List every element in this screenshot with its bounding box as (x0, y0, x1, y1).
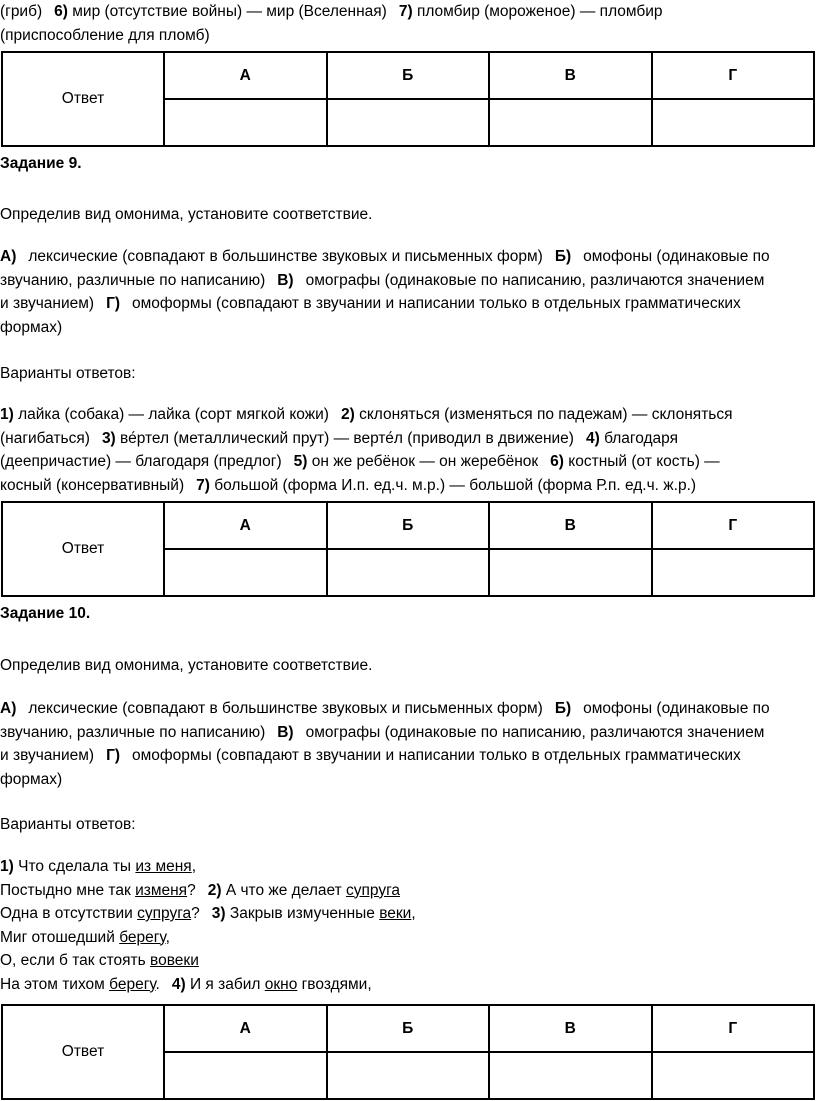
category-key: А) (0, 700, 17, 717)
category-key: В) (277, 271, 294, 289)
task-9-options (0, 403, 812, 497)
poem-text: Закрыв измученные (229, 905, 375, 922)
answer-cell-v[interactable] (489, 99, 652, 146)
poem-text: О, если б так стоять (0, 952, 146, 969)
answer-label: Ответ (2, 502, 164, 596)
option-text: костный (от кость) — (568, 453, 720, 470)
category-key: А) (0, 248, 17, 265)
column-header-g: Г (652, 52, 815, 99)
task-10-title: Задание 10. (0, 605, 91, 622)
column-header-v: В (489, 52, 652, 99)
answer-cell-v[interactable] (489, 1052, 652, 1099)
answer-table-2 (1, 501, 815, 597)
poem-text: Что сделала ты (18, 858, 132, 875)
item-number: 6) (54, 3, 68, 20)
underlined-word: из меня (135, 858, 192, 875)
item-number: 1) (0, 858, 14, 875)
column-header-v: В (489, 502, 652, 549)
category-key: В) (277, 723, 294, 741)
task-9-instruction: Определив вид омонима, установите соответствие. (0, 206, 373, 223)
item-number: 7) (398, 3, 413, 20)
column-header-b: Б (327, 502, 490, 549)
punctuation: ? (191, 905, 200, 922)
category-text: лексические (совпадают в большинстве звуковых и письменных форм) (28, 248, 543, 265)
category-text: звучанию, различные по написанию) (0, 723, 266, 741)
column-header-g: Г (652, 1005, 815, 1052)
answer-cell-a[interactable] (164, 549, 327, 596)
answer-cell-a[interactable] (164, 99, 327, 146)
answer-table-3 (1, 1004, 815, 1100)
option-text: (деепричастие) — благодаря (предлог) (0, 453, 282, 470)
category-key: Г) (106, 295, 121, 312)
column-header-a: А (164, 1005, 327, 1052)
option-text: ве́ртел (металлический прут) — верте́л (приводил в движение) (120, 429, 574, 447)
poem-text: А что же делает (225, 881, 342, 899)
underlined-word: изменя (135, 881, 188, 899)
text-fragment: мир (отсутствие войны) — мир (Вселенная) (72, 3, 387, 20)
item-number: 4) (585, 429, 600, 447)
text-fragment: (приспособление для пломб) (0, 26, 210, 44)
option-text: склоняться (изменяться по падежам) — склоняться (359, 406, 733, 423)
poem-text: На этом тихом (0, 975, 105, 993)
item-number: 1) (0, 406, 14, 423)
category-text: формах) (0, 318, 63, 336)
text-fragment: (гриб) (0, 3, 43, 20)
column-header-b: Б (327, 1005, 490, 1052)
column-header-b: Б (327, 52, 490, 99)
top-text (0, 0, 812, 47)
option-text: косный (консервативный) (0, 476, 185, 494)
category-text: омографы (одинаковые по написанию, различаются значением (305, 271, 765, 289)
task-10-instruction: Определив вид омонима, установите соответствие. (0, 657, 373, 674)
answer-cell-g[interactable] (652, 1052, 815, 1099)
item-number: 7) (196, 476, 210, 494)
task-9-variants-label: Варианты ответов: (0, 365, 136, 382)
answer-label: Ответ (2, 1005, 164, 1099)
underlined-word: супруга (137, 905, 192, 922)
column-header-a: А (164, 52, 327, 99)
category-key: Б) (554, 700, 572, 717)
column-header-v: В (489, 1005, 652, 1052)
poem-text: гвоздями, (301, 975, 372, 993)
poem-text: Одна в отсутствии (0, 905, 133, 922)
answer-cell-v[interactable] (489, 549, 652, 596)
category-text: омофоны (одинаковые по (583, 248, 770, 265)
category-key: Г) (106, 747, 121, 764)
task-9-title: Задание 9. (0, 155, 82, 172)
task-10-variants-label: Варианты ответов: (0, 816, 136, 833)
category-text: звучанию, различные по написанию) (0, 271, 266, 289)
category-text: омографы (одинаковые по написанию, различаются значением (305, 723, 765, 741)
poem-text: Постыдно мне так (0, 881, 131, 899)
answer-cell-b[interactable] (327, 1052, 490, 1099)
answer-cell-b[interactable] (327, 99, 490, 146)
answer-cell-g[interactable] (652, 99, 815, 146)
text-fragment: пломбир (мороженое) — пломбир (416, 3, 663, 20)
answer-cell-g[interactable] (652, 549, 815, 596)
category-text: омофоны (одинаковые по (583, 700, 770, 717)
option-text: большой (форма И.п. ед.ч. м.р.) — большой (форма Р.п. ед.ч. ж.р.) (214, 476, 697, 494)
underlined-word: супруга (346, 881, 401, 899)
underlined-word: вовеки (150, 952, 199, 969)
option-text: лайка (собака) — лайка (сорт мягкой кожи) (18, 406, 329, 423)
category-text: омоформы (совпадают в звучании и написании только в отдельных грамматических (132, 295, 741, 312)
poem-text: И я забил (189, 975, 261, 993)
option-text: благодаря (604, 429, 679, 447)
category-key: Б) (554, 248, 572, 265)
item-number: 5) (293, 453, 308, 470)
category-text: и звучанием) (0, 747, 95, 764)
item-number: 4) (171, 975, 186, 993)
underlined-word: окно (264, 975, 298, 993)
category-text: формах) (0, 770, 63, 788)
category-text: и звучанием) (0, 295, 95, 312)
punctuation: ? (187, 881, 196, 899)
task-9-categories (0, 245, 812, 339)
item-number: 3) (101, 429, 116, 447)
underlined-word: берегу (109, 975, 156, 993)
task-10-poem (0, 855, 812, 996)
punctuation: . (155, 975, 160, 993)
item-number: 2) (340, 406, 355, 423)
item-number: 3) (211, 905, 226, 922)
answer-table-1 (1, 51, 815, 147)
column-header-a: А (164, 502, 327, 549)
answer-cell-b[interactable] (327, 549, 490, 596)
column-header-g: Г (652, 502, 815, 549)
punctuation: , (191, 858, 197, 875)
category-text: омоформы (совпадают в звучании и написании только в отдельных грамматических (132, 747, 741, 764)
punctuation: , (165, 928, 170, 946)
item-number: 6) (550, 453, 564, 470)
category-text: лексические (совпадают в большинстве звуковых и письменных форм) (28, 700, 543, 717)
underlined-word: веки (379, 905, 412, 922)
item-number: 2) (207, 881, 222, 899)
option-text: он же ребёнок — он жеребёнок (311, 453, 539, 470)
underlined-word: берегу (119, 928, 166, 946)
poem-text: Миг отошедший (0, 928, 115, 946)
answer-cell-a[interactable] (164, 1052, 327, 1099)
option-text: (нагибаться) (0, 429, 90, 447)
punctuation: , (411, 905, 416, 922)
task-10-categories (0, 697, 812, 791)
answer-label: Ответ (2, 52, 164, 146)
